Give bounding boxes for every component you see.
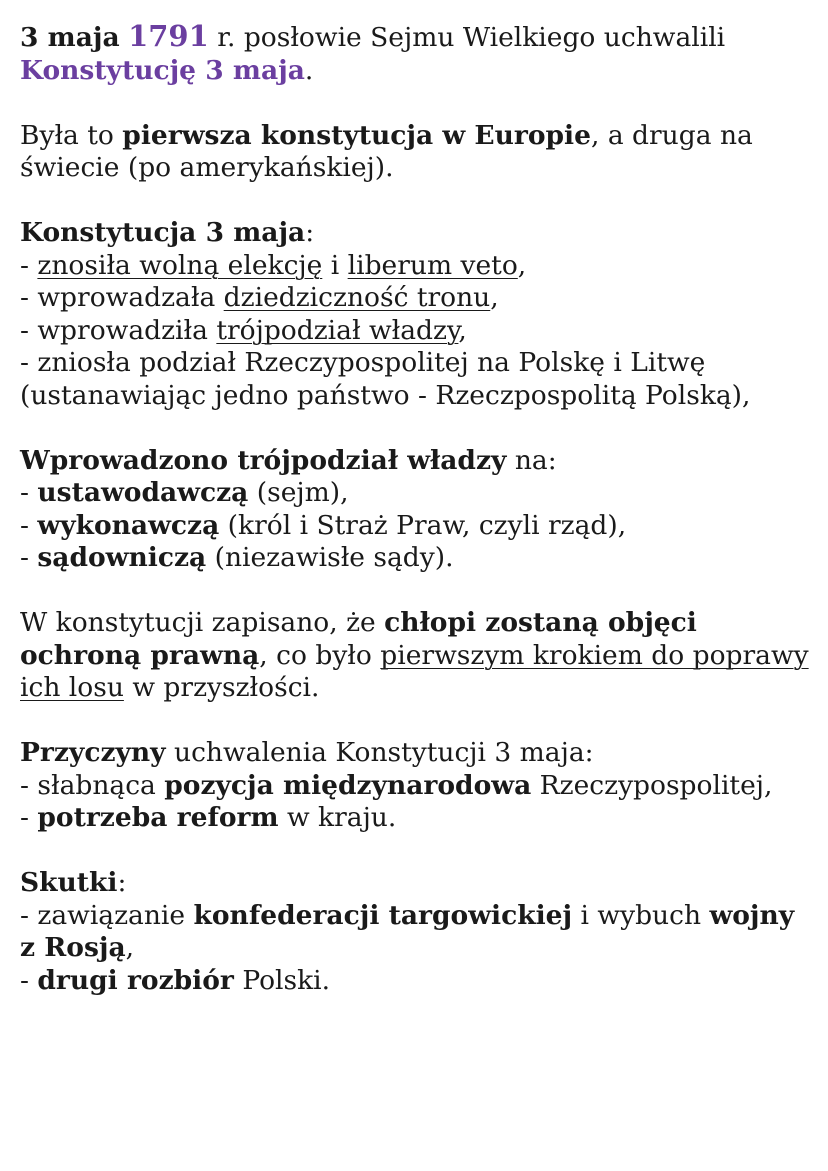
intro-date: 3 maja [20,22,120,53]
document-page [20,20,815,1030]
provisions-heading: Konstytucja 3 maja [20,217,306,248]
intro-line-2 [20,55,815,88]
power-2-rest: (król i Straż Praw, czyli rząd), [219,509,627,541]
power-item-executive [20,510,815,543]
powers-heading: Wprowadzono trójpodział władzy [20,444,507,476]
provision-item-1 [20,250,815,283]
provision-1-mid: i [322,249,348,281]
provision-3-underline: trójpodział władzy [216,314,459,346]
provision-1-end: , [517,249,527,281]
provisions-colon: : [305,217,315,248]
power-1-dash: - [20,477,38,508]
intro-paragraph [20,20,815,87]
cause-2-post: w kraju. [278,802,397,833]
effect-1-mid: i wybuch [572,899,710,931]
power-item-legislative [20,477,815,510]
powers-section [20,445,815,575]
power-3-bold: sądowniczą [37,542,207,573]
provision-item-2 [20,282,815,315]
power-3-dash: - [20,542,38,573]
power-2-dash: - [20,509,38,541]
provision-1-underline-2: liberum veto [347,249,518,281]
effect-2-dash: - [20,964,38,996]
causes-heading: Przyczyny [20,737,166,768]
provision-2-pre: - wprowadzała [20,282,224,313]
first-post: , a druga na [590,119,753,151]
power-item-judicial [20,542,815,575]
effect-item-1-line-1 [20,900,815,933]
power-3-rest: (niezawisłe sądy). [206,542,454,573]
provision-2-underline: dziedziczność tronu [223,282,491,313]
peasants-mid: , co było [259,639,381,671]
first-pre: Była to [20,119,123,151]
first-bold: pierwsza konstytucja w Europie [122,119,591,151]
provision-3-end: , [458,314,467,346]
peasants-underline-1: pierwszym krokiem do poprawy [380,639,809,671]
causes-heading-line [20,737,815,770]
first-constitution-paragraph [20,120,815,185]
power-1-bold: ustawodawczą [37,477,249,508]
provisions-heading-line [20,217,815,250]
provision-3-pre: - wprowadziła [20,314,217,346]
peasants-underline-2: ich losu [20,672,124,703]
cause-1-bold: pozycja międzynarodowa [164,769,532,801]
provision-item-3 [20,315,815,348]
effect-item-2 [20,965,815,998]
intro-constitution: Konstytucję 3 maja [20,54,305,86]
first-line-2: świecie (po amerykańskiej). [20,152,394,183]
powers-heading-post: na: [506,444,557,476]
effect-2-bold: drugi rozbiór [37,964,234,996]
peasants-line-3 [20,672,815,705]
powers-heading-line [20,445,815,478]
provision-item-4-line-2: (ustanawiając jedno państwo - Rzeczpospolitą Polską), [20,379,751,411]
power-2-bold: wykonawczą [37,509,220,541]
effect-1-end: , [125,932,135,963]
effect-item-1-line-2 [20,932,815,965]
provision-1-underline-1: znosiła wolną elekcję [37,249,323,281]
causes-section [20,737,815,835]
effect-1-pre: - zawiązanie [20,899,194,931]
intro-line-1 [20,20,815,55]
intro-text: r. posłowie Sejmu Wielkiego uchwalili [208,22,726,53]
peasants-bold-1: chłopi zostaną objęci [384,607,697,638]
peasants-line-1 [20,607,815,640]
intro-year: 1791 [128,19,209,53]
cause-item-1 [20,770,815,803]
effect-1-bold-3: z Rosją [20,932,126,963]
effects-section [20,867,815,997]
effect-2-post: Polski. [233,964,331,996]
peasants-bold-2: ochroną prawną [20,639,260,671]
peasants-paragraph [20,607,815,705]
first-line-1 [20,120,815,153]
provisions-section [20,217,815,412]
peasants-pre: W konstytucji zapisano, że [20,607,385,638]
peasants-post: w przyszłości. [123,672,320,703]
cause-1-post: Rzeczypospolitej, [531,769,773,801]
provision-1-dash: - [20,249,38,281]
effects-heading-line [20,867,815,900]
peasants-line-2 [20,640,815,673]
power-1-rest: (sejm), [248,477,349,508]
cause-item-2 [20,802,815,835]
effects-heading: Skutki [20,867,118,898]
effect-1-bold-1: konfederacji targowickiej [193,899,573,931]
cause-1-pre: - słabnąca [20,769,165,801]
cause-2-dash: - [20,802,38,833]
causes-heading-post: uchwalenia Konstytucji 3 maja: [165,737,594,768]
effect-1-bold-2: wojny [709,899,795,931]
effects-colon: : [117,867,127,898]
cause-2-bold: potrzeba reform [37,802,279,833]
provision-2-end: , [490,282,499,313]
intro-period: . [304,54,314,86]
provision-item-4-line-1: - zniosła podział Rzeczypospolitej na Polskę i Litwę [20,347,706,378]
